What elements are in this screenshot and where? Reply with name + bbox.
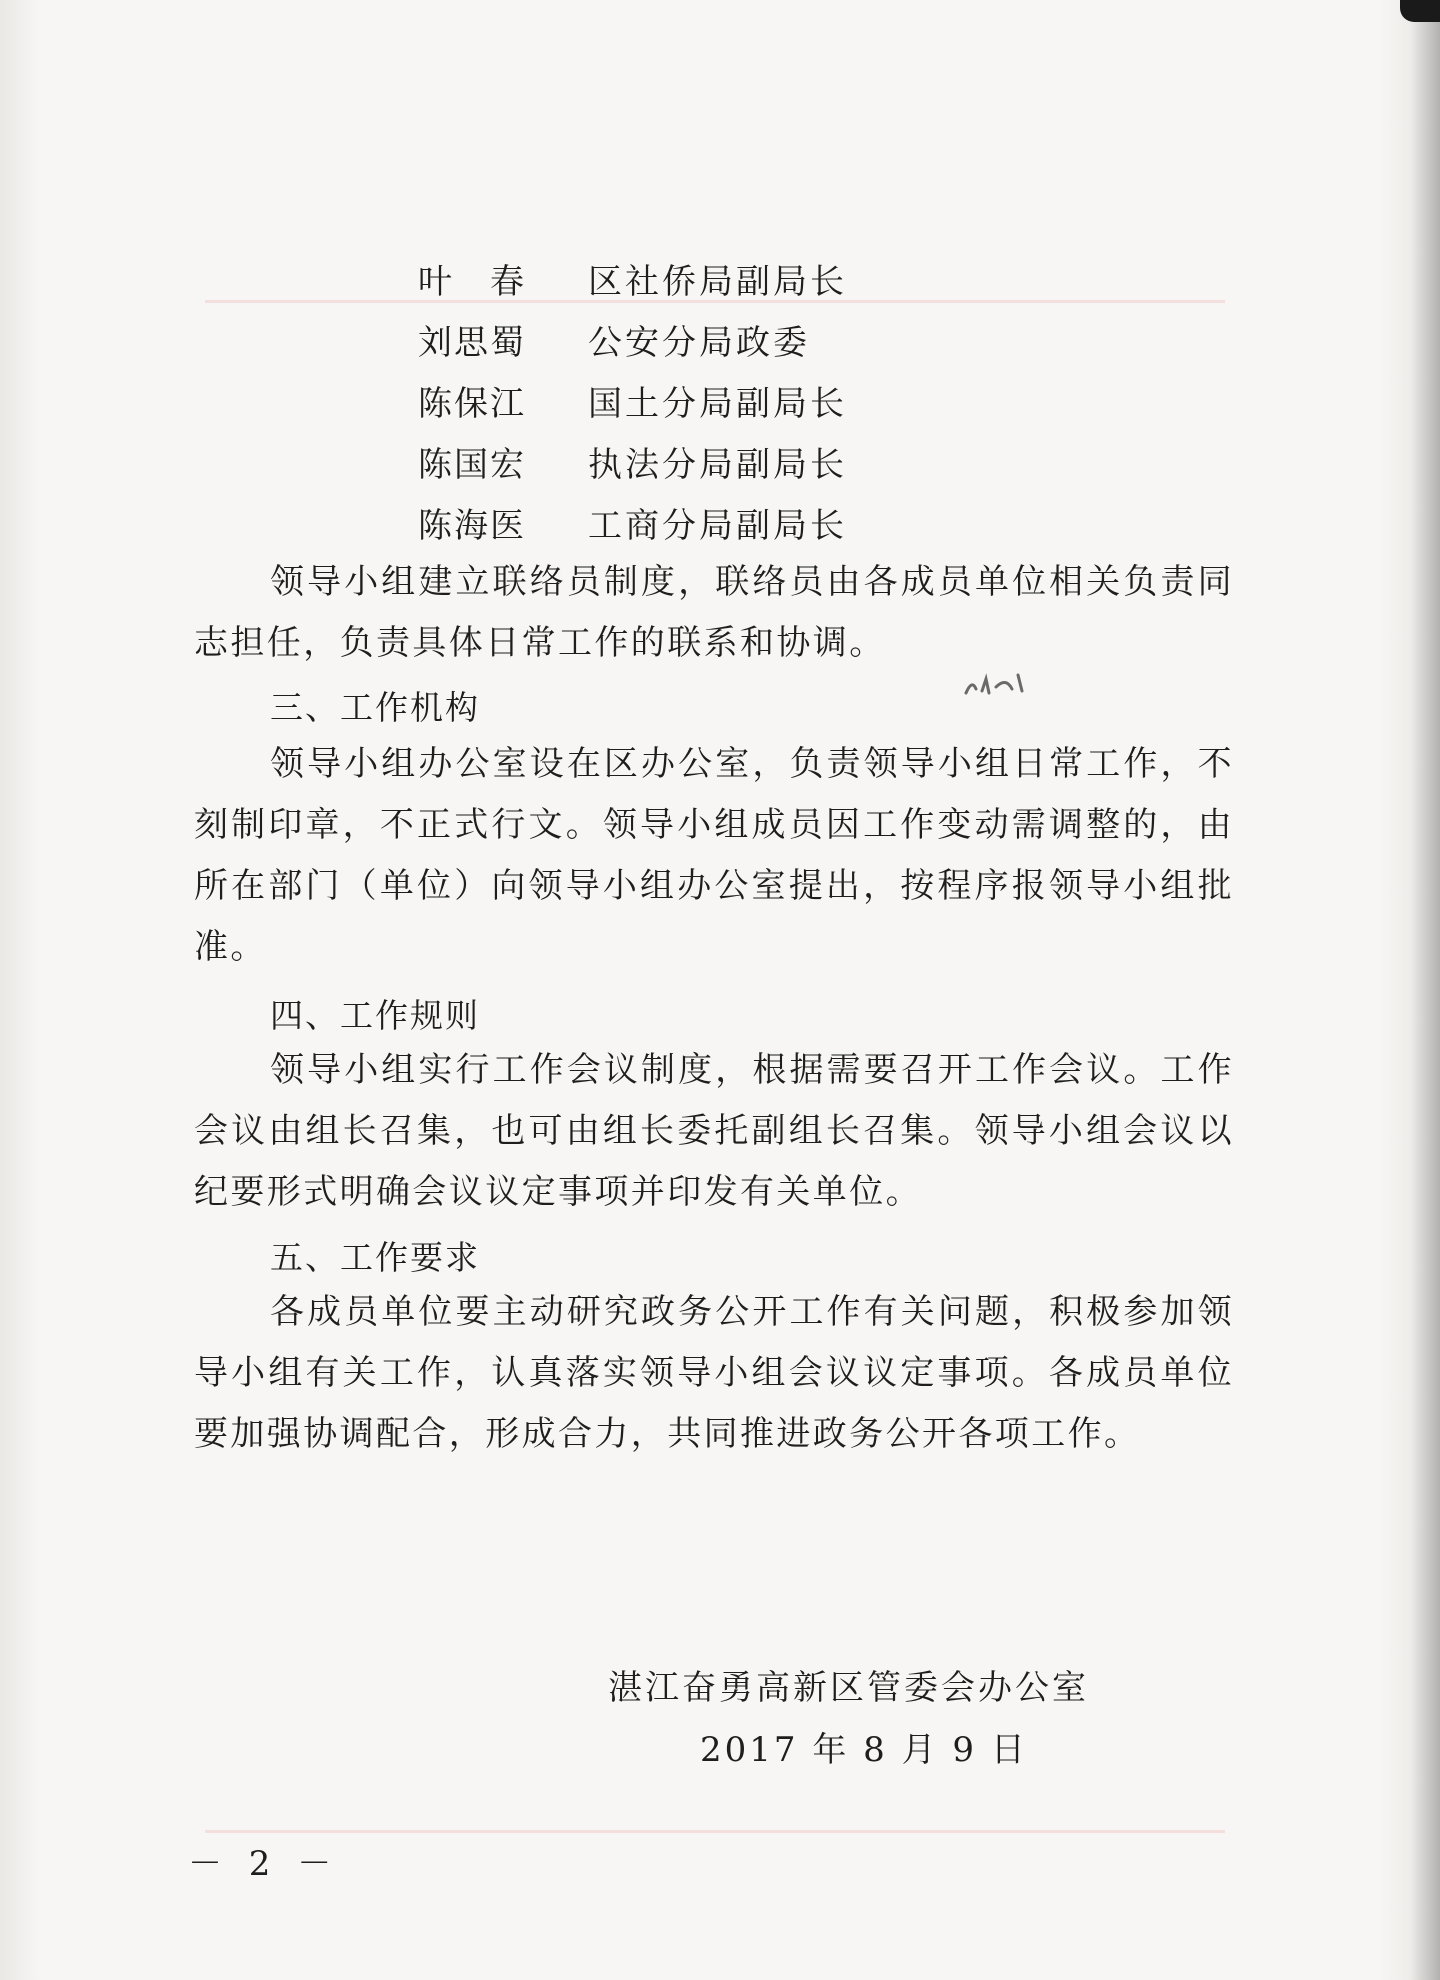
member-title: 公安分局政委 (588, 323, 810, 363)
member-name: 陈海医 (418, 506, 526, 546)
page-number: － 2 － (188, 1844, 340, 1884)
heading-section-5: 五、工作要求 (270, 1238, 480, 1277)
heading-section-3: 三、工作机构 (270, 688, 480, 727)
member-title: 执法分局副局长 (588, 445, 847, 485)
member-row (418, 370, 847, 431)
member-title: 区社侨局副局长 (588, 262, 847, 302)
scan-edge-shadow (1410, 0, 1440, 1980)
paragraph-office: 领导小组办公室设在区办公室，负责领导小组日常工作，不刻制印章，不正式行文。领导小组成员因工作变动需调整的，由所在部门（单位）向领导小组办公室提出，按程序报领导小组批准。 (194, 744, 1234, 967)
member-name: 陈保江 (418, 384, 526, 424)
member-row (418, 492, 847, 553)
heading-section-4: 四、工作规则 (270, 996, 480, 1035)
member-name: 刘思蜀 (418, 323, 526, 363)
paragraph-rules: 领导小组实行工作会议制度，根据需要召开工作会议。工作会议由组长召集，也可由组长委托副组长召集。领导小组会议以纪要形式明确会议议定事项并印发有关单位。 (194, 1050, 1234, 1212)
member-row (418, 431, 847, 492)
paragraph-liaison: 领导小组建立联络员制度，联络员由各成员单位相关负责同志担任，负责具体日常工作的联系和协调。 (194, 562, 1234, 663)
member-row (418, 309, 847, 370)
member-title: 工商分局副局长 (588, 506, 847, 546)
paragraph-requirements: 各成员单位要主动研究政务公开工作有关问题，积极参加领导小组有关工作，认真落实领导小组会议议定事项。各成员单位要加强协调配合，形成合力，共同推进政务公开各项工作。 (194, 1292, 1234, 1454)
member-title: 国土分局副局长 (588, 384, 847, 424)
reverse-side-rule (205, 1830, 1225, 1833)
member-list (418, 248, 847, 553)
handwritten-mark-icon (960, 665, 1030, 701)
member-row (418, 248, 847, 309)
issuing-organization: 湛江奋勇高新区管委会办公室 (608, 1668, 1089, 1708)
scan-corner (1400, 0, 1440, 22)
member-name: 叶 春 (418, 262, 526, 302)
issue-date: 2017 年 8 月 9 日 (700, 1730, 1028, 1770)
member-name: 陈国宏 (418, 445, 526, 485)
